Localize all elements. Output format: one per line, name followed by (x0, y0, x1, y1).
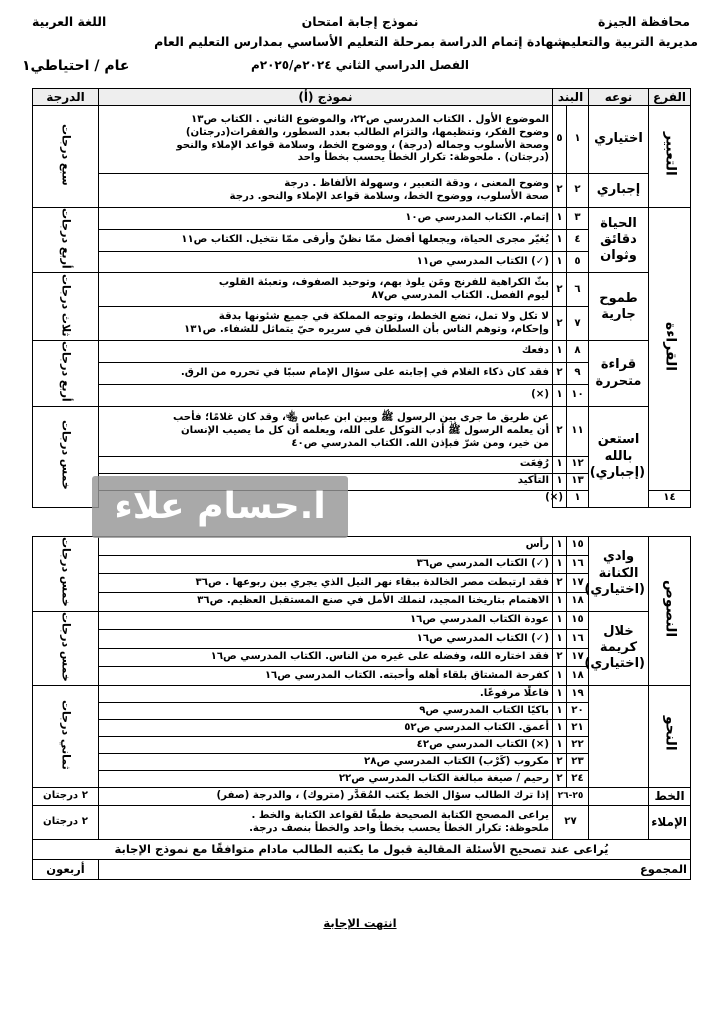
table-row: ١٨ ١ الاهتمام بتاريخنا المجيد، لنملك الأمل في صنع المستقبل العظيم. ص٣٦ (33, 592, 691, 611)
table-row: ٩ ٢ فقد كان ذكاء الغلام في إجابته على سؤال الإمام سببًا في تحرره من الرق. (33, 363, 691, 385)
table-row: ١٦ ١ (✓) الكتاب المدرسي ص١٦ (33, 630, 691, 649)
table-row: القراءة الحياة دقائق وثوان ٣ ١ إتمام. الكتاب المدرسي ص١٠ أربع درجات (33, 208, 691, 230)
table-row: ١٤ ١ (×) (33, 490, 691, 507)
correction-note: يُراعى عند تصحيح الأسئلة المقالية قبول ما يكتبه الطالب مادام متوافقًا مع نموذج الإجابة (33, 840, 691, 860)
table-row: ٥ ١ (✓) الكتاب المدرسي ص١١ (33, 251, 691, 273)
table-row: النصوص وادي الكنانة (اختياري) ١٥ ١ رأس خمس درجات (33, 537, 691, 556)
answer-table-cont (32, 536, 691, 880)
certificate-title: شهادة إتمام الدراسة بمرحلة التعليم الأساسي بمدارس التعليم العام (154, 34, 566, 49)
exam-kind: عام / احتياطي١ (22, 58, 130, 74)
table-row: ١٦ ١ (✓) الكتاب المدرسي ص٣٦ (33, 555, 691, 574)
answer-cell: الموضوع الأول . الكتاب المدرسي ص٢٢، والموضوع الثاني . الكتاب ص١٣ وضوح الفكر، وتنظيمها، والتزام الطالب بعدد السطور، والفقرات(درجتان) وصحة الأسلوب وجماله (درجة) ، ووضوح الخط، وسلامة قواعد الإملاء والنحو (درجتان) . ملحوظة: تكرار الخطأ يحسب بخطأ واحد (99, 106, 553, 174)
watermark-stamp: ا.حسام علاء (92, 476, 348, 538)
directorate: مديرية التربية والتعليم (561, 34, 698, 49)
table-row: إجباري ٢ ٢ وضوح المعنى ، ودقة التعبير ، وسهولة الألفاظ . درجة صحة الأسلوب، ووضوح الخط، وسلامة قواعد الإملاء والنحو. درجة (33, 174, 691, 208)
table-row: التعبير اختياري ١ ٥ الموضوع الأول . الكتاب المدرسي ص٢٢، والموضوع الثاني . الكتاب ص١٣ وضوح الفكر، وتنظيمها، والتزام الطالب بعدد السطور، والفقرات(درجتان) وصحة الأسلوب وجماله (درجة) ، ووضوح الخط، وسلامة قواعد الإملاء والنحو (درجتان) . ملحوظة: تكرار الخطأ يحسب بخطأ واحد سبع درجات (33, 106, 691, 174)
col-item: البند (553, 89, 589, 106)
col-model: نموذج (أ) (99, 89, 553, 106)
table-row: طموح جارية ٦ ٢ بثّ الكراهية للفرنج ومَن يلوذ بهم، وتوحيد الصفوف، وتعبئة القلوب ليوم الفصل. الكتاب المدرسي ص٨٧ ثلاث درجات (33, 273, 691, 307)
document-header (22, 8, 698, 86)
table-row: ٢٠ ١ باكيًا الكتاب المدرسي ص٩ (33, 703, 691, 720)
table-row: ١٧ ٢ فقد ارتبطت مصر الخالدة ببقاء نهر النيل الذي يجري بين ربوعها . ص٣٦ (33, 574, 691, 593)
term-title: الفصل الدراسي الثاني ٢٠٢٤م/٢٠٢٥م (250, 58, 470, 72)
exam-title: نموذج إجابة امتحان (301, 14, 419, 29)
table-row: ٧ ٢ لا تكل ولا تمل، تضع الخطط، وتوجه المملكة في جميع شئونها بدقة وإحكام، وتوهم الناس بأن السلطان في سريره حيّ يتماثل للشفاء. ص١٣١ (33, 307, 691, 341)
total-label: المجموع (99, 860, 691, 880)
table-row: قراءة متحررة ٨ ١ دفعك أربع درجات (33, 341, 691, 363)
table-row: خلال كريمة (اختياري) ١٥ ١ عودة الكتاب المدرسي ص١٦ خمس درجات (33, 611, 691, 630)
table-row: ٢٣ ٢ مكروب (كَرْب) الكتاب المدرسي ص٢٨ (33, 754, 691, 771)
table-row: النحو ١٩ ١ فاعلًا مرفوعًا. ثماني درجات (33, 686, 691, 703)
type-cell: اختياري (589, 106, 649, 174)
table-row: ١٨ ١ كفرحة المشتاق بلقاء أهله وأحبته. الكتاب المدرسي ص١٦ (33, 667, 691, 686)
table-row: ١٠ ١ (×) (33, 385, 691, 407)
total-value: أربعون (33, 860, 99, 880)
col-grade: الدرجة (33, 89, 99, 106)
grade-cell: سبع درجات (33, 106, 99, 208)
end-text: انتهت الإجابة (323, 916, 397, 930)
col-branch: الفرع (649, 89, 691, 106)
table-row: الخط ٢٥-٢٦ إذا ترك الطالب سؤال الخط يكتب المُقدَّر (متروك) ، والدرجة (صفر) ٢ درجتان (33, 788, 691, 806)
table-row: ١٢ ١ رُفِعَت (33, 456, 691, 473)
total-row (33, 860, 691, 880)
governorate: محافظة الجيزة (598, 14, 690, 29)
table-row: استعن بالله (إجباري) ١١ ٢ عن طريق ما جرى بين الرسول ﷺ وبين ابن عباس ﵄، وقد كان غلامًا؛ فأحب أن يعلمه الرسول ﷺ أدب التوكل على الله، ويعلمه أن كل ما يصيب الإنسان من خير، ومن شرّ فبإذن الله. الكتاب المدرسي ص٤٠ خمس درجات (33, 406, 691, 456)
subject: اللغة العربية (32, 14, 107, 29)
table-row: ١٧ ٢ فقد اختاره الله، وفضله على غيره من الناس. الكتاب المدرسي ص١٦ (33, 648, 691, 667)
table-row (33, 840, 691, 860)
table-row: ٢٢ ١ (×) الكتاب المدرسي ص٤٢ (33, 737, 691, 754)
branch-cell: التعبير (649, 106, 691, 208)
table-row: الإملاء ٢٧ يراعى المصحح الكتابة الصحيحة طبقًا لقواعد الكتابة والخط . ملحوظة: تكرار الخطأ يحسب بخطأ واحد والخطأ بنصف درجة. ٢ درجتان (33, 806, 691, 840)
table-row: ١٣ ١ التأكيد (33, 473, 691, 490)
table-row: ٢١ ١ أعمق. الكتاب المدرسي ص٥٢ (33, 720, 691, 737)
table-row: ٤ ١ يُغيّر مجرى الحياة، ويجعلها أفضل ممّا نظنّ وأرقى ممّا نتخيل. الكتاب ص١١ (33, 229, 691, 251)
table-row: ٢٤ ٢ رحيم / صيغة مبالغة الكتاب المدرسي ص٢٢ (33, 771, 691, 788)
answer-table (32, 88, 691, 508)
col-type: نوعه (589, 89, 649, 106)
